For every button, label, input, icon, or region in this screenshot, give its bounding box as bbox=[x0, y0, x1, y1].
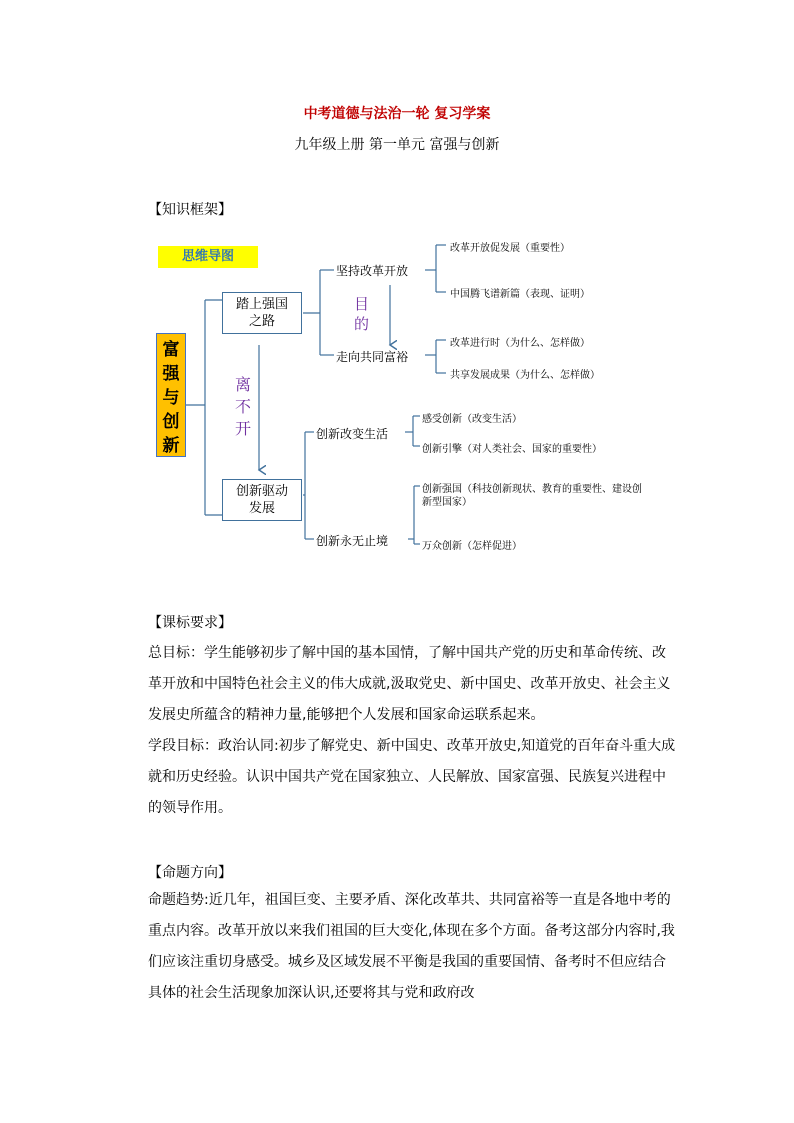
node-innovation-endless: 创新永无止境 bbox=[316, 534, 389, 548]
connector-annotation bbox=[235, 374, 251, 440]
purpose-annotation bbox=[354, 294, 369, 334]
root-char: 新 bbox=[162, 436, 180, 456]
page-subtitle: 九年级上册 第一单元 富强与创新 bbox=[294, 137, 500, 153]
framework-heading: 【知识框架】 bbox=[148, 202, 232, 218]
branch-box-innovation bbox=[222, 479, 302, 521]
node-reform: 坚持改革开放 bbox=[336, 264, 409, 278]
branch-label: 之路 bbox=[248, 314, 275, 329]
annotation-char: 不 bbox=[235, 397, 252, 416]
direction-heading: 【命题方向】 bbox=[148, 865, 232, 881]
root-char: 创 bbox=[162, 412, 180, 432]
curriculum-para-1: 总目标：学生能够初步了解中国的基本国情，了解中国共产党的历史和革命传统、改革开放和中国特色社会主义的伟大成就,汲取党史、新中国史、改革开放史、社会主义发展史所蕴含的精神力量,能够把个人发展和国家命运联系起来。 bbox=[148, 645, 671, 723]
leaf-item: 新型国家） bbox=[422, 497, 472, 508]
leaf-item: 改革开放促发展（重要性） bbox=[450, 243, 570, 254]
page-title: 中考道德与法治一轮 复习学案 bbox=[303, 106, 491, 122]
leaf-item: 创新强国（科技创新现状、教育的重要性、建设创 bbox=[422, 484, 642, 495]
mindmap-badge: 思维导图 bbox=[158, 246, 258, 268]
node-innovation-life: 创新改变生活 bbox=[316, 427, 389, 441]
leaf-item: 共享发展成果（为什么、怎样做） bbox=[450, 370, 600, 381]
root-char: 强 bbox=[162, 364, 180, 384]
annotation-char: 的 bbox=[354, 315, 370, 333]
annotation-char: 目 bbox=[354, 295, 370, 313]
branch-box-road bbox=[222, 292, 302, 334]
leaf-item: 改革进行时（为什么、怎样做） bbox=[450, 338, 590, 349]
annotation-char: 开 bbox=[235, 419, 252, 438]
root-char: 与 bbox=[162, 388, 180, 408]
leaf-item: 万众创新（怎样促进） bbox=[422, 541, 522, 552]
curriculum-heading: 【课标要求】 bbox=[148, 615, 232, 631]
mindmap-root bbox=[156, 333, 186, 457]
leaf-item: 感受创新（改变生活） bbox=[422, 414, 522, 425]
branch-label: 发展 bbox=[248, 501, 275, 516]
branch-label: 踏上强国 bbox=[235, 297, 288, 312]
root-char: 富 bbox=[162, 340, 180, 360]
annotation-char: 离 bbox=[235, 375, 252, 394]
leaf-item: 创新引擎（对人类社会、国家的重要性） bbox=[422, 444, 602, 455]
curriculum-para-2: 学段目标：政治认同:初步了解党史、新中国史、改革开放史,知道党的百年奋斗重大成就和历史经验。认识中国共产党在国家独立、人民解放、国家富强、民族复兴进程中的领导作用。 bbox=[148, 738, 676, 816]
direction-para-1: 命题趋势:近几年，祖国巨变、主要矛盾、深化改革共、共同富裕等一直是各地中考的重点内容。改革开放以来我们祖国的巨大变化,体现在多个方面。备考这部分内容时,我们应该注重切身感受。城乡及区域发展不平衡是我国的重要国情、备考时不但应结合具体的社会生活现象加深认识,还要将其与党和政府改 bbox=[148, 892, 675, 1001]
node-common-prosperity: 走向共同富裕 bbox=[336, 350, 409, 364]
branch-label: 创新驱动 bbox=[235, 484, 288, 499]
leaf-item: 中国腾飞谱新篇（表现、证明） bbox=[450, 289, 590, 300]
